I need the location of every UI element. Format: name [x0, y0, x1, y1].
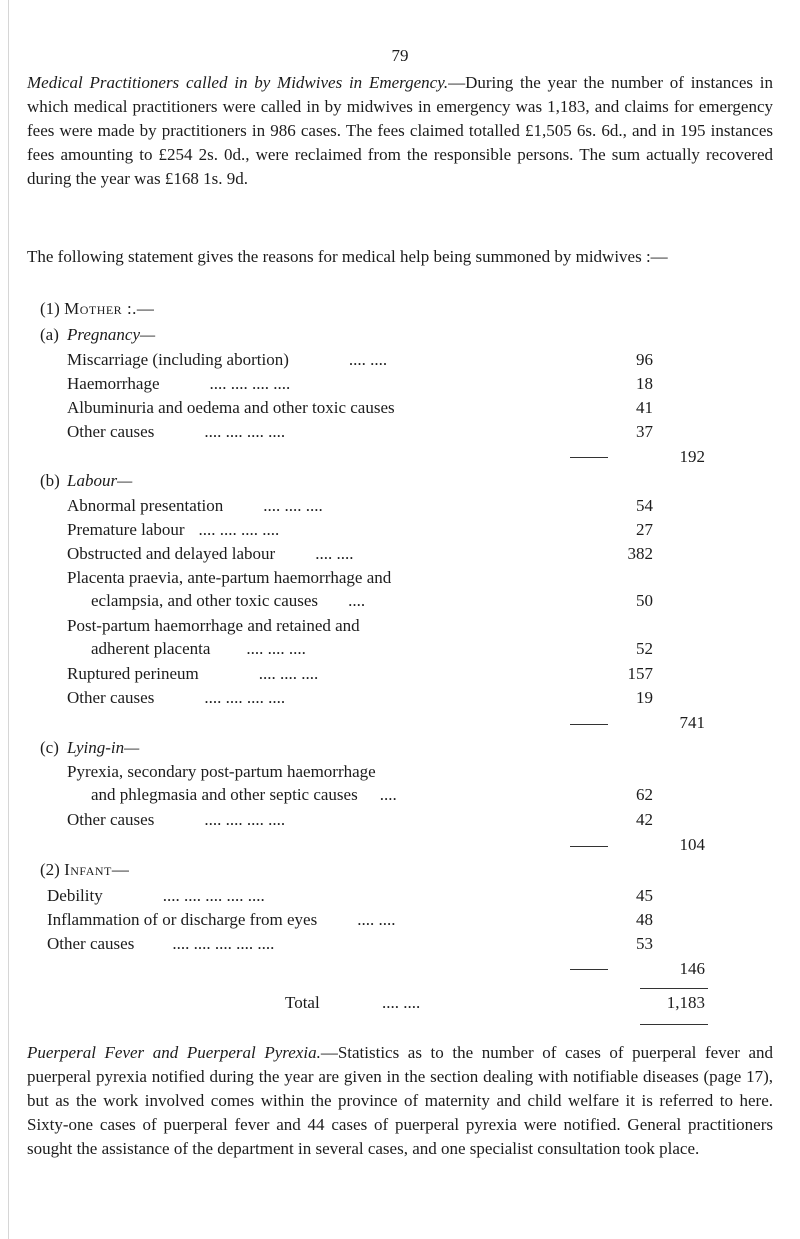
statement-paragraph: The following statement gives the reasons for medical help being summoned by midwives :—: [27, 247, 668, 266]
row-label-continued: adherent placenta: [91, 639, 211, 658]
leader-dots: .... ....: [357, 910, 396, 929]
table-row: [67, 494, 667, 518]
row-label: Other causes: [47, 934, 135, 953]
subtotal-dash: [570, 724, 608, 725]
row-value: 50: [636, 591, 653, 610]
page-edge: [8, 0, 9, 1239]
row-value: 27: [636, 520, 653, 539]
row-label: Other causes: [67, 422, 155, 441]
subtotal-dash: [570, 969, 608, 970]
row-label: Inflammation of or discharge from eyes: [47, 910, 318, 929]
section-title: Infant—: [64, 860, 130, 879]
row-value: 53: [636, 934, 653, 953]
subsection-marker: (a): [40, 325, 59, 344]
subsection-title: Labour—: [67, 471, 133, 490]
total-label: Total: [285, 993, 320, 1012]
row-label: Debility: [47, 886, 103, 905]
row-label: Ruptured perineum: [67, 664, 199, 683]
leader-dots: ....: [379, 785, 397, 804]
total-value: 1,183: [666, 993, 705, 1012]
leader-dots: .... .... ....: [258, 664, 319, 683]
section-mother: [40, 297, 154, 321]
row-label: Premature labour: [67, 520, 185, 539]
table-row: [47, 932, 667, 956]
row-label: Pyrexia, secondary post-partum haemorrhage: [67, 762, 376, 781]
row-value: 37: [636, 422, 653, 441]
subsection-pregnancy: [40, 323, 155, 347]
row-value: 45: [636, 886, 653, 905]
total-rule-bottom: [640, 1024, 708, 1025]
row-value: 382: [627, 544, 653, 563]
row-label-continued: and phlegmasia and other septic causes: [91, 785, 358, 804]
section-number: (1): [40, 299, 60, 318]
row-value: 96: [636, 350, 653, 369]
table-row: [67, 566, 667, 614]
intro-text: —During the year the number of instances in which medical practitioners were called in by midwives in emergency was 1,183, and claims for emergency fees were made by practitioners in 986 cases. The fees claimed totalled £1,505 6s. 6d., and in 195 instances fees amounting to £254 2s. 0d., were reclaimed from the responsible persons. The sum actually recovered during the year was £168 1s. 9d.: [27, 73, 774, 188]
row-label: Haemorrhage: [67, 374, 160, 393]
section-infant: [40, 858, 129, 882]
table-row: [67, 518, 667, 542]
subtotal-dash: [570, 846, 608, 847]
row-label: Albuminuria and oedema and other toxic causes: [67, 398, 395, 417]
leader-dots: .... .... .... .... ....: [162, 886, 265, 905]
row-label-continued: eclampsia, and other toxic causes: [91, 591, 319, 610]
subtotal-value: 104: [679, 835, 705, 854]
leader-dots: ....: [348, 591, 366, 610]
puerperal-heading: Puerperal Fever and Puerperal Pyrexia.: [27, 1043, 321, 1062]
table-row: [67, 686, 667, 710]
intro-heading: Medical Practitioners called in by Midwives in Emergency.: [27, 73, 449, 92]
leader-dots: .... .... .... ....: [209, 374, 291, 393]
table-row: [67, 396, 667, 420]
table-row: [67, 348, 667, 372]
subsection-title: Pregnancy—: [67, 325, 156, 344]
puerperal-text: —Statistics as to the number of cases of puerperal fever and puerperal pyrexia notified during the year are given in the section dealing with notifiable diseases (page 17), but as the work involved comes within the province of maternity and child welfare it is referred to here. Sixty-one cases of puerperal fever and 44 cases of puerperal pyrexia were notified. General practitioners sought the assistance of the department in several cases, and one specialist consultation took place.: [27, 1043, 773, 1158]
row-value: 62: [636, 785, 653, 804]
leader-dots: .... ....: [348, 350, 388, 369]
row-value: 42: [636, 810, 653, 829]
puerperal-paragraph: [27, 1041, 773, 1161]
leader-dots: .... .... ....: [246, 639, 306, 658]
leader-dots: .... .... .... ....: [204, 422, 286, 441]
subsection-marker: (b): [40, 471, 60, 490]
row-value: 157: [627, 664, 653, 683]
leader-dots: .... ....: [382, 993, 421, 1012]
intro-paragraph: [27, 71, 773, 191]
row-label: Miscarriage (including abortion): [67, 350, 289, 369]
subtotal-value: 741: [679, 713, 705, 732]
table-row: [47, 908, 667, 932]
subsection-title: Lying-in—: [67, 738, 140, 757]
table-row: [67, 542, 667, 566]
section-title: Mother :.—: [64, 299, 155, 318]
row-value: 52: [636, 639, 653, 658]
row-value: 54: [636, 496, 653, 515]
leader-dots: .... .... ....: [263, 496, 323, 515]
total-rule-top: [640, 988, 708, 989]
table-row: [67, 420, 667, 444]
row-value: 48: [636, 910, 653, 929]
table-row: [67, 808, 667, 832]
row-label: Placenta praevia, ante-partum haemorrhage and: [67, 568, 392, 587]
subtotal-dash: [570, 457, 608, 458]
row-label: Other causes: [67, 810, 155, 829]
leader-dots: .... .... .... .... ....: [172, 934, 275, 953]
leader-dots: .... ....: [315, 544, 354, 563]
leader-dots: .... .... .... ....: [198, 520, 280, 539]
subtotal-value: 192: [679, 447, 705, 466]
leader-dots: .... .... .... ....: [204, 810, 286, 829]
row-label: Abnormal presentation: [67, 496, 224, 515]
row-value: 18: [636, 374, 653, 393]
page-number: 79: [391, 46, 409, 65]
table-row: [67, 614, 667, 662]
row-value: 19: [636, 688, 653, 707]
row-label: Post-partum haemorrhage and retained and: [67, 616, 360, 635]
table-row: [67, 372, 667, 396]
row-label: Obstructed and delayed labour: [67, 544, 276, 563]
subtotal-value: 146: [679, 959, 705, 978]
section-number: (2): [40, 860, 60, 879]
subsection-marker: (c): [40, 738, 59, 757]
subsection-lying-in: [40, 736, 139, 760]
row-label: Other causes: [67, 688, 155, 707]
subsection-labour: [40, 469, 132, 493]
table-row: [47, 884, 667, 908]
leader-dots: .... .... .... ....: [204, 688, 286, 707]
table-row: [67, 760, 667, 808]
table-row: [67, 662, 667, 686]
row-value: 41: [636, 398, 653, 417]
